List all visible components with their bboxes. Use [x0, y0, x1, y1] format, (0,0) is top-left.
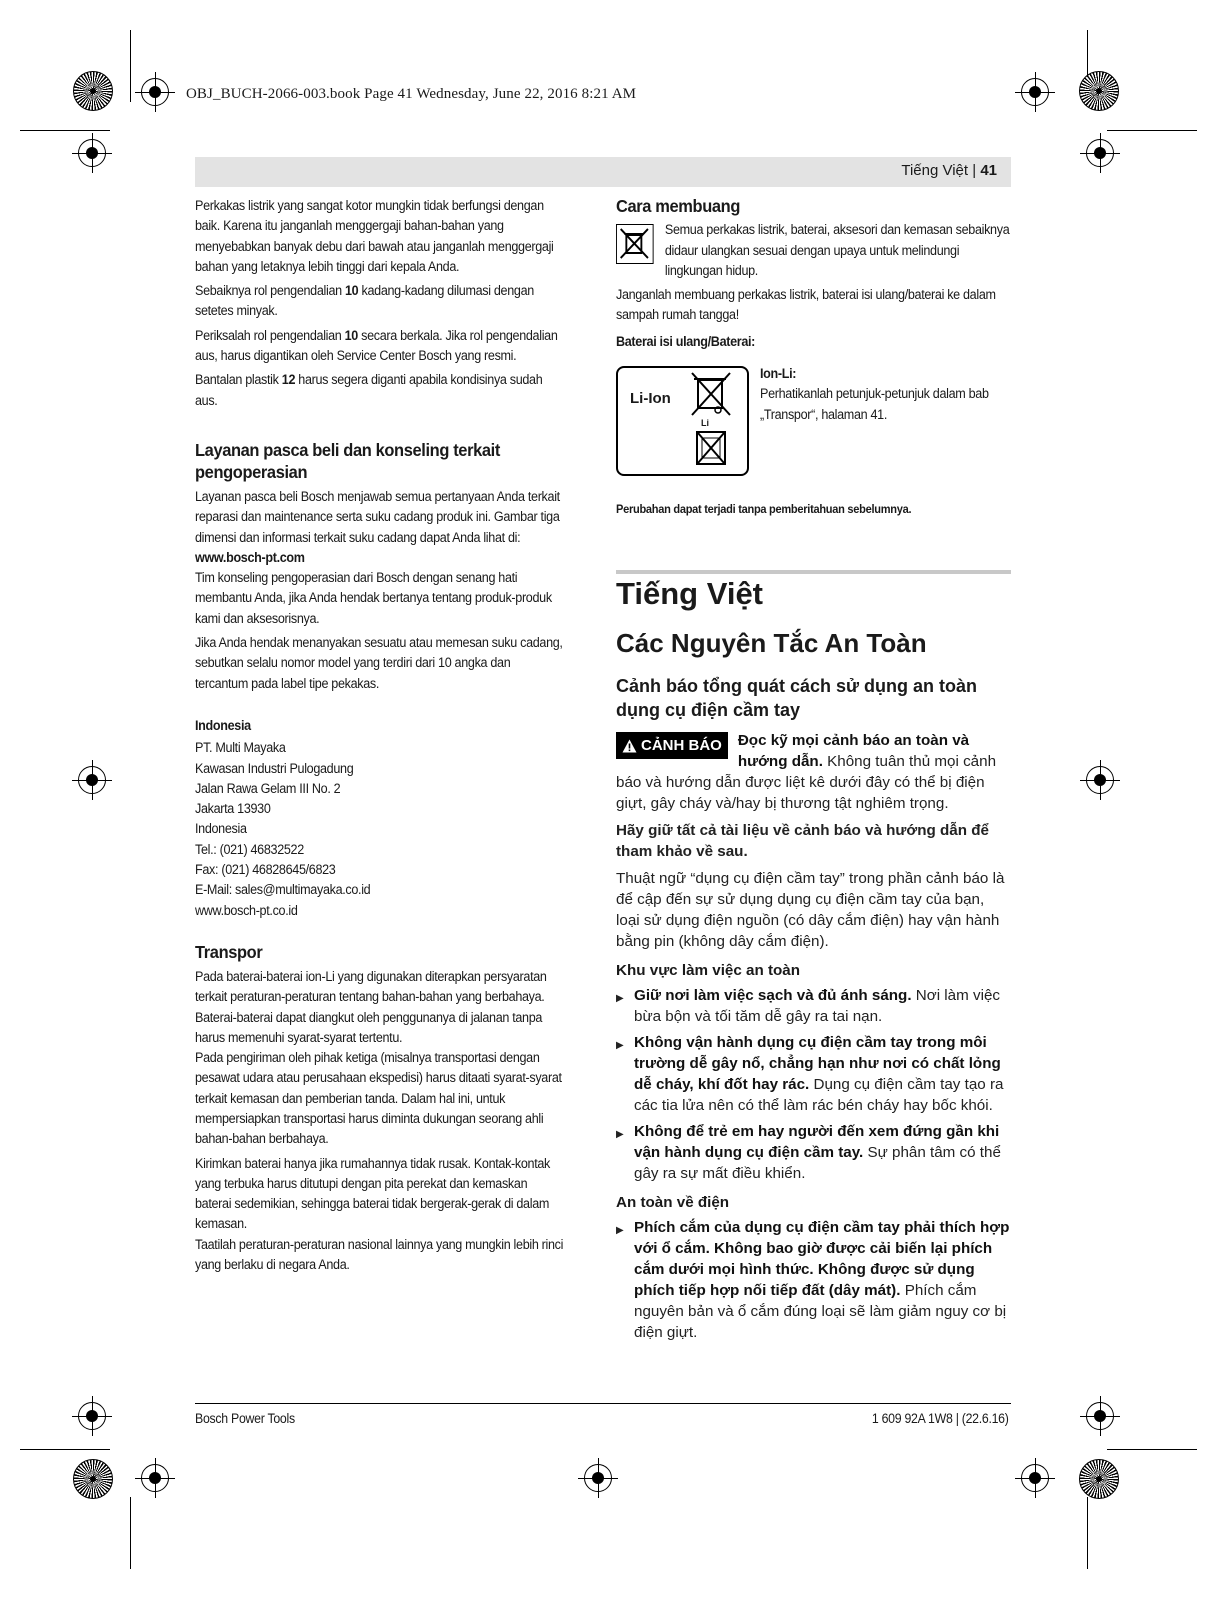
paragraph: Periksalah rol pengendalian 10 secara berkala. Jika rol pengendalian aus, harus digantikan oleh Service Center Bosch yang resmi.: [195, 327, 558, 364]
paragraph: Perkakas listrik yang sangat kotor mungkin tidak berfungsi dengan baik. Karena itu janganlah menggergaji bahan-bahan yang menyebabkan banyak debu dari bawah atau janganlah menggergaji bahan yang letaknya lebih tinggi dari kepala Anda.: [195, 198, 554, 274]
battery-heading: Baterai isi ulang/Baterai:: [616, 333, 756, 349]
electrical-safety-heading: An toàn về điện: [616, 1194, 730, 1211]
change-notice: Perubahan dapat terjadi tanpa pemberitahuan sebelumnya.: [616, 502, 912, 516]
header-section: Tiếng Việt: [901, 162, 969, 179]
paragraph: Janganlah membuang perkakas listrik, baterai isi ulang/baterai ke dalam sampah rumah tangga!: [616, 287, 996, 323]
work-area-heading: Khu vực làm việc an toàn: [616, 962, 801, 979]
section-divider: [616, 570, 1011, 574]
address-fax: Fax: (021) 46828645/6823: [195, 862, 336, 878]
ion-li-heading: Ion-Li:: [760, 366, 797, 381]
section-heading-transport: Transpor: [195, 941, 263, 962]
left-column: [195, 196, 565, 1279]
section-heading-service: Layanan pasca beli dan konseling terkait pengoperasian: [195, 439, 500, 482]
address-block: [195, 738, 565, 921]
address-line: Jalan Rawa Gelam III No. 2: [195, 780, 341, 796]
color-target-top-right: [1079, 71, 1119, 111]
registration-mark-left-lower: [72, 1396, 112, 1436]
address-phone: Tel.: (021) 46832522: [195, 841, 304, 857]
keep-instructions: Hãy giữ tất cả tài liệu về cảnh báo và hướng dẫn để tham khảo về sau.: [616, 822, 989, 860]
right-column-top: [616, 196, 1011, 356]
country-heading: Indonesia: [195, 717, 251, 733]
registration-mark-right-upper: [1080, 133, 1120, 173]
section-heading-disposal: Cara membuang: [616, 196, 741, 216]
bullet-item: ▶ Phích cắm của dụng cụ điện cầm tay phải thích hợp với ổ cắm. Không bao giờ được cải biến lại phích cắm dưới mọi hình thức. Không được sử dụng phích tiếp hợp nối tiếp đất (dây mát). Phích cắm nguyên bản và ổ cắm đúng loại sẽ làm giảm nguy cơ bị điện giựt.: [616, 1217, 1010, 1343]
term-definition: Thuật ngữ “dụng cụ điện cầm tay” trong phần cảnh báo là để cập đến sự sử dụng dụng cụ điện cầm tay của bạn, loại sử dụng điện nguồn (có dây cắm điện) hay vận hành bằng pin (không dây cắm điện).: [616, 870, 1005, 950]
running-header: [195, 157, 1011, 187]
address-line: PT. Multi Mayaka: [195, 740, 286, 756]
li-small-label: Li: [701, 418, 709, 428]
registration-mark-bottom-right: [1015, 1458, 1055, 1498]
page-number: 41: [980, 162, 997, 179]
disposal-block: [616, 220, 1011, 281]
address-line: Jakarta 13930: [195, 801, 271, 817]
li-ion-label: Li-Ion: [630, 390, 671, 407]
color-target-top-left: [73, 71, 113, 111]
address-line: Kawasan Industri Pulogadung: [195, 760, 354, 776]
paragraph: Taatilah peraturan-peraturan nasional lainnya yang mungkin lebih rinci yang berlaku di negara Anda.: [195, 1236, 564, 1273]
address-line: Indonesia: [195, 821, 247, 837]
battery-bin-icon: [688, 370, 734, 472]
registration-mark-bottom-center: [578, 1458, 618, 1498]
paragraph: Layanan pasca beli Bosch menjawab semua pertanyaan Anda terkait reparasi dan maintenance serta suku cadang produk ini. Gambar tiga dimensi dan informasi terkait suku cadang dapat Anda lihat di:: [195, 488, 560, 545]
color-target-bottom-left: [73, 1459, 113, 1499]
print-slug: OBJ_BUCH-2066-003.book Page 41 Wednesday, June 22, 2016 8:21 AM: [186, 86, 637, 102]
header-separator: |: [968, 162, 981, 179]
paragraph: Pada pengiriman oleh pihak ketiga (misalnya transportasi dengan pesawat udara atau perusahaan ekspedisi) harus ditaati syarat-syarat terkait kemasan dan pemberian tanda. Dalam hal ini, untuk mempersiapkan transportasi harus diminta dukungan seorang ahli bahan-bahan berbahaya.: [195, 1050, 562, 1147]
registration-mark-right-middle: [1080, 760, 1120, 800]
address-website[interactable]: www.bosch-pt.co.id: [195, 902, 298, 918]
bullet-item: ▶ Không để trẻ em hay người đến xem đứng gần khi vận hành dụng cụ điện cầm tay. Sự phân tâm có thể gây ra sự mất điều khiển.: [616, 1121, 1010, 1184]
registration-mark-right-lower: [1080, 1396, 1120, 1436]
registration-mark-bottom-left: [135, 1458, 175, 1498]
ion-li-text: Perhatikanlah petunjuk-petunjuk dalam bab „Transpor“, halaman 41.: [760, 386, 989, 422]
general-warning-heading: Cảnh báo tổng quát cách sử dụng an toàn dụng cụ điện cầm tay: [616, 676, 978, 720]
safety-heading: Các Nguyên Tắc An Toàn: [616, 628, 927, 658]
warning-triangle-icon: [622, 739, 637, 753]
registration-mark-left-middle: [72, 760, 112, 800]
language-title: Tiếng Việt: [616, 576, 764, 611]
registration-mark-top-right: [1015, 72, 1055, 112]
crossed-bin-icon: [616, 224, 654, 264]
service-url[interactable]: www.bosch-pt.com: [195, 549, 305, 565]
paragraph: Tim konseling pengoperasian dari Bosch dengan senang hati membantu Anda, jika Anda hendak bertanya tentang produk-produk kami dan aksesorisnya.: [195, 570, 552, 626]
ion-li-note: [760, 364, 1004, 425]
disposal-text: Semua perkakas listrik, baterai, aksesori dan kemasan sebaiknya didaur ulangkan sesuai dengan upaya untuk melindungi lingkungan hidup.: [664, 222, 1010, 278]
footer-brand: Bosch Power Tools: [195, 1411, 295, 1426]
bullet-item: ▶ Giữ nơi làm việc sạch và đủ ánh sáng. Nơi làm việc bừa bộn và tối tăm dễ gây ra tai nạn.: [616, 985, 1010, 1027]
header-text: [901, 162, 1011, 179]
paragraph: Jika Anda hendak menanyakan sesuatu atau memesan suku cadang, sebutkan selalu nomor model yang terdiri dari 10 angka dan tercantum pada label tipe pekakas.: [195, 635, 563, 691]
registration-mark-left-upper: [72, 133, 112, 173]
paragraph: Bantalan plastik 12 harus segera diganti apabila kondisinya sudah aus.: [195, 372, 543, 408]
warning-badge: CẢNH BÁO: [616, 732, 728, 759]
paragraph: Pada baterai-baterai ion-Li yang digunakan diterapkan persyaratan terkait peraturan-peraturan tentang bahan-bahan yang berbahaya. Baterai-baterai dapat diangkut oleh penggunanya di jalanan tanpa harus memenuhi syarat-syarat tertentu.: [195, 968, 547, 1045]
registration-mark-top-left: [135, 72, 175, 112]
footer-rule: [195, 1403, 1011, 1404]
color-target-bottom-right: [1079, 1459, 1119, 1499]
paragraph: Kirimkan baterai hanya jika rumahannya tidak rusak. Kontak-kontak yang terbuka harus ditutupi dengan pita perekat dan kemaskan baterai sedemikian, sehingga baterai tidak bergerak-gerak di dalam kemasan.: [195, 1155, 551, 1232]
li-ion-recycle-icon: [616, 366, 749, 476]
address-email[interactable]: E-Mail: sales@multimayaka.co.id: [195, 882, 371, 898]
bullet-item: ▶ Không vận hành dụng cụ điện cầm tay trong môi trường dễ gây nổ, chẳng hạn như nơi có chất lỏng dễ cháy, khí đốt hay rác. Dụng cụ điện cầm tay tạo ra các tia lửa nên có thể làm rác bén cháy hay bốc khói.: [616, 1032, 1010, 1116]
warning-paragraph: CẢNH BÁO Đọc kỹ mọi cảnh báo an toàn và hướng dẫn. Không tuân thủ mọi cảnh báo và hướng dẫn được liệt kê dưới đây có thể bị điện giựt, gây cháy và/hay bị thương tật nghiêm trọng.: [616, 732, 997, 812]
paragraph: Sebaiknya rol pengendalian 10 kadang-kadang dilumasi dengan setetes minyak.: [195, 283, 534, 319]
vietnamese-body: [616, 674, 1010, 1348]
footer-docnumber: 1 609 92A 1W8 | (22.6.16): [872, 1411, 1009, 1426]
